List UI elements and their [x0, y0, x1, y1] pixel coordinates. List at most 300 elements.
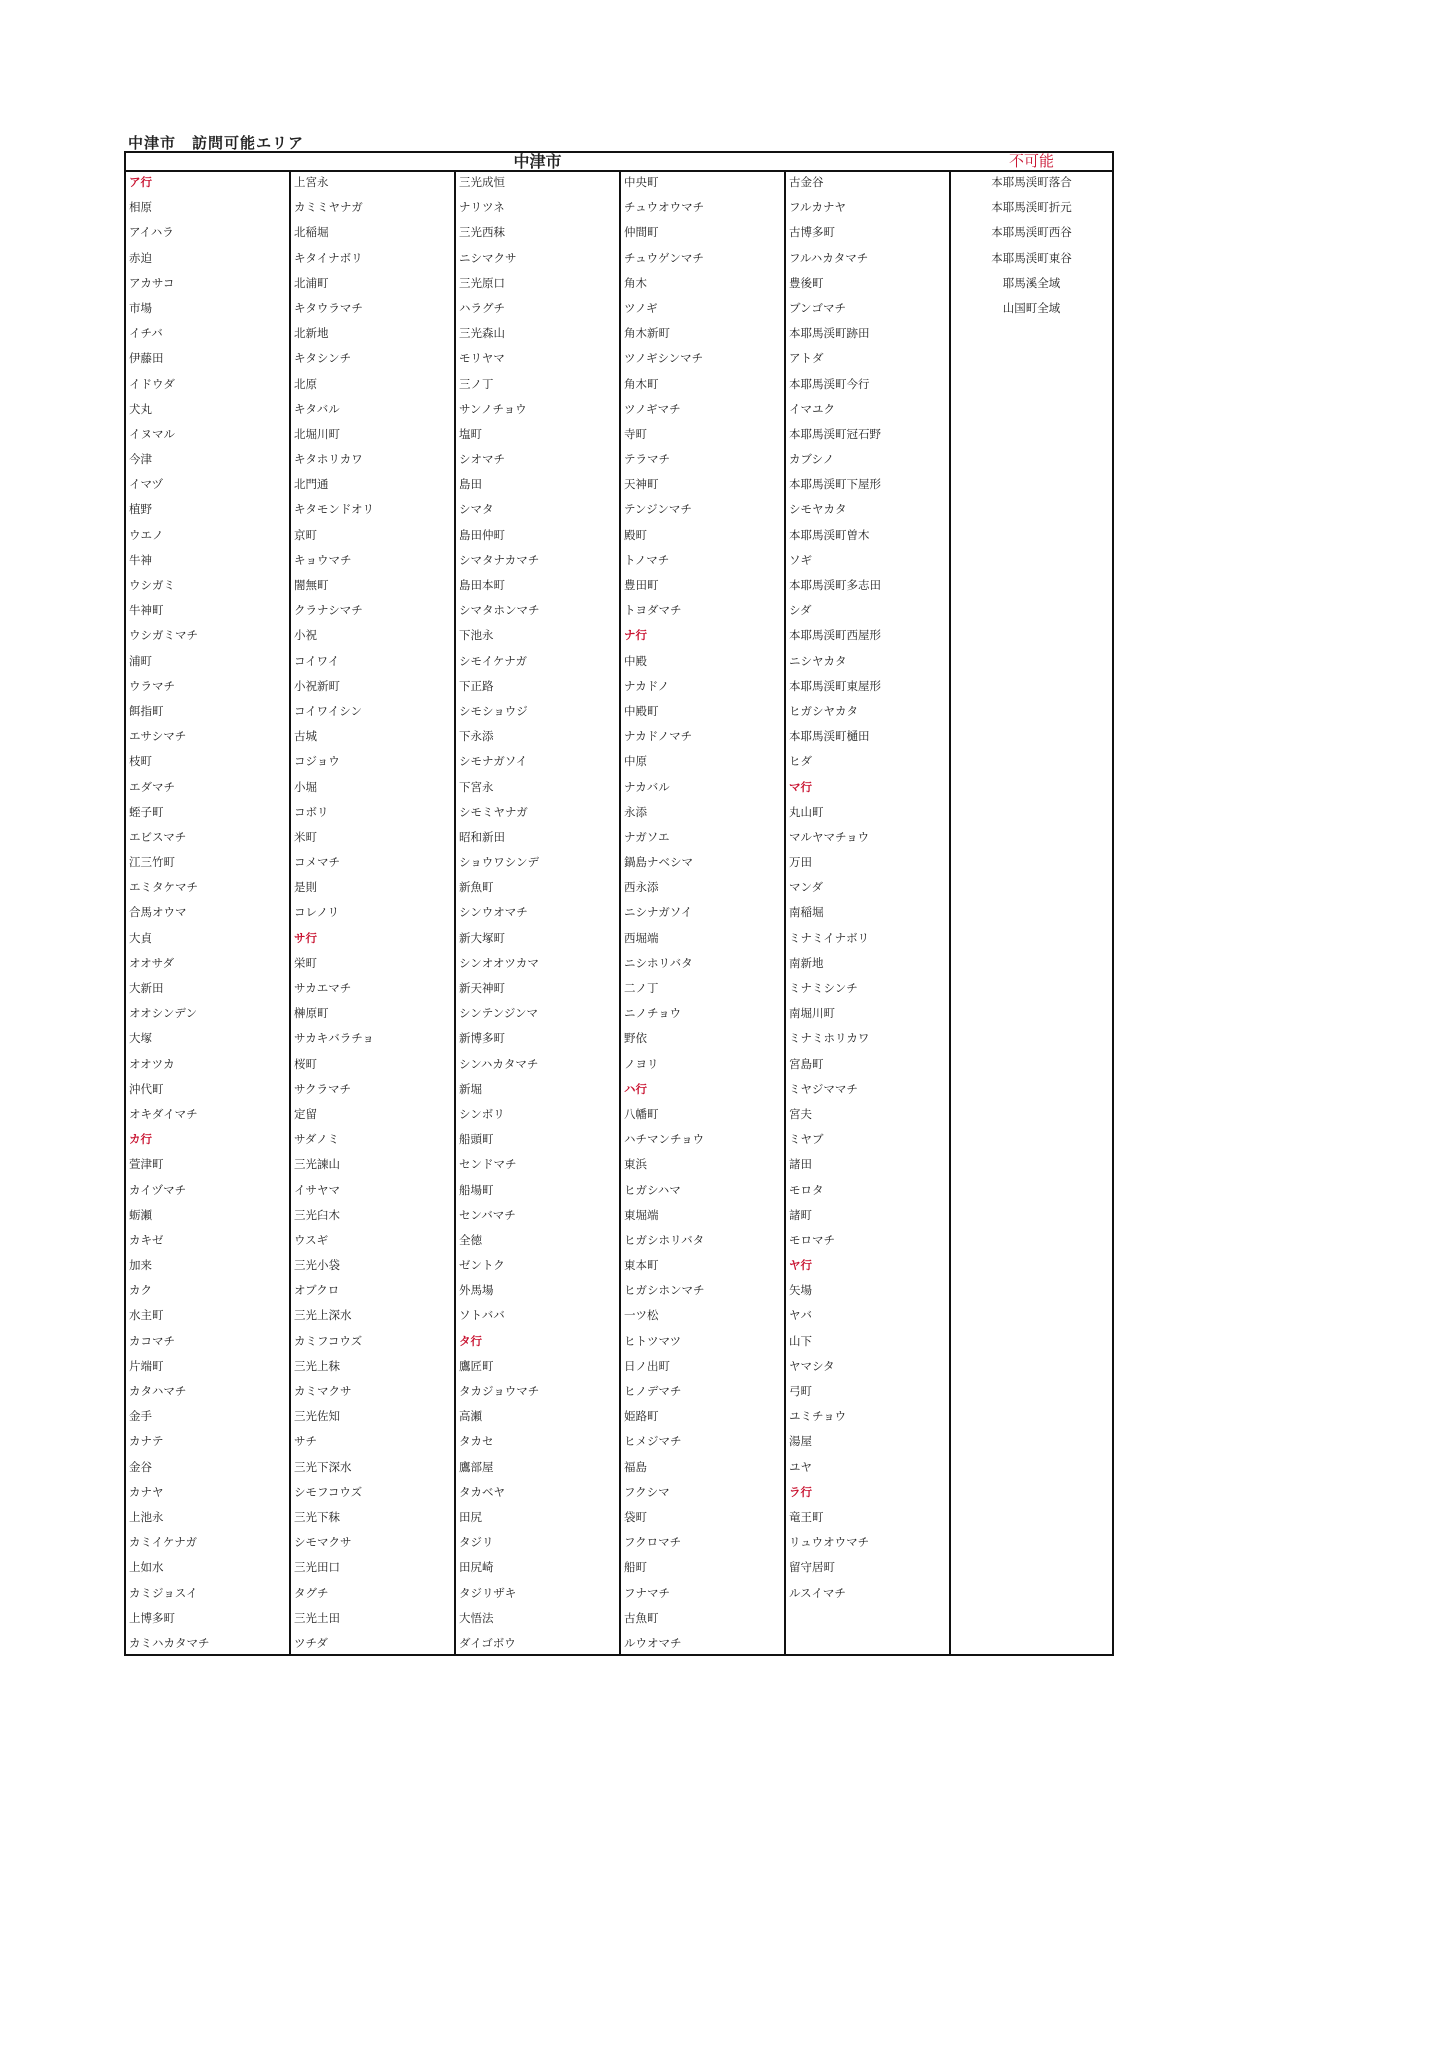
area-name: カナテ: [129, 1434, 164, 1449]
area-name: 是則: [294, 880, 317, 895]
area-name: 赤迫: [129, 250, 152, 265]
area-name: 中原: [624, 754, 647, 769]
area-name: キタモンドオリ: [294, 502, 375, 517]
area-name: ナカドノ: [624, 678, 670, 693]
area-name: タグチ: [294, 1585, 329, 1600]
area-name: センバマチ: [459, 1207, 516, 1222]
area-name: 姫路町: [624, 1409, 659, 1424]
header-unavailable: 不可能: [1008, 152, 1054, 170]
area-name: ヤバ: [789, 1308, 812, 1323]
area-name: オオツカ: [129, 1056, 175, 1071]
area-name: 豊後町: [789, 275, 824, 290]
area-name: ウラマチ: [129, 678, 175, 693]
area-name: ハチマンチョウ: [624, 1132, 705, 1147]
area-name: キタバル: [294, 401, 340, 416]
area-name: 角木町: [624, 376, 659, 391]
area-name: エビスマチ: [129, 829, 187, 844]
area-name: ツノギマチ: [624, 401, 681, 416]
area-name: タジリ: [459, 1535, 494, 1550]
area-name: クラナシマチ: [294, 603, 363, 618]
area-name: 萱津町: [129, 1157, 164, 1172]
area-name: ナガソエ: [624, 829, 670, 844]
area-name: 大新田: [129, 981, 164, 995]
area-name: シモヤカタ: [789, 502, 847, 517]
area-name: カキゼ: [129, 1232, 164, 1247]
area-name: 本耶馬渓町曽木: [789, 527, 870, 542]
area-name: 今津: [129, 452, 152, 467]
area-column-2: [291, 170, 456, 1654]
area-name: リュウオウマチ: [789, 1535, 870, 1550]
area-name: オブクロ: [294, 1283, 340, 1298]
area-name: 日ノ出町: [624, 1358, 670, 1373]
unavailable-area: 本耶馬渓町折元: [991, 200, 1072, 215]
area-name: エミタケマチ: [129, 880, 198, 895]
area-name: 三光臼木: [294, 1207, 340, 1222]
area-name: 合馬オウマ: [129, 905, 187, 920]
area-name: 三光佐知: [294, 1409, 340, 1424]
area-name: ユヤ: [789, 1459, 812, 1474]
area-name: タカセ: [459, 1434, 494, 1449]
unavailable-area: 本耶馬渓町東谷: [991, 250, 1072, 265]
area-name: 上池永: [129, 1509, 164, 1524]
area-name: 三光小袋: [294, 1258, 340, 1273]
area-name: ナカバル: [624, 779, 670, 794]
area-name: ユミチョウ: [789, 1409, 847, 1424]
area-name: 古城: [294, 729, 317, 744]
area-name: 角木新町: [624, 326, 670, 341]
area-name: シンハカタマチ: [459, 1056, 539, 1071]
area-name: シモショウジ: [459, 703, 528, 718]
area-name: ノヨリ: [624, 1056, 659, 1071]
area-name: 三光田口: [294, 1560, 340, 1575]
area-name: 袋町: [624, 1509, 647, 1524]
area-name: 宮夫: [789, 1106, 812, 1121]
area-name: オオサダ: [129, 955, 175, 970]
area-name: 京町: [294, 527, 317, 542]
area-name: ミナミシンチ: [789, 981, 858, 995]
area-name: シモナガソイ: [459, 754, 528, 769]
area-name: 大貞: [129, 930, 152, 945]
area-name: 新堀: [459, 1081, 482, 1096]
area-name: 定留: [294, 1106, 317, 1121]
area-list: [126, 170, 289, 1656]
area-name: ツチダ: [294, 1635, 328, 1650]
area-name: ツノギシンマチ: [624, 351, 704, 366]
area-name: オオシンデン: [129, 1006, 198, 1021]
area-name: 寺町: [624, 426, 647, 441]
kana-group-header: ア行: [129, 175, 152, 189]
area-name: アトダ: [789, 351, 824, 366]
area-name: 八幡町: [624, 1106, 659, 1121]
area-name: 高瀬: [459, 1409, 482, 1424]
area-name: ウスギ: [294, 1232, 329, 1247]
area-name: エサシマチ: [129, 729, 187, 744]
area-name: 仲間町: [624, 225, 659, 240]
kana-group-header: ヤ行: [789, 1258, 812, 1273]
area-name: 北門通: [294, 477, 329, 492]
area-name: ゼントク: [459, 1258, 505, 1273]
area-name: 栄町: [294, 955, 317, 970]
area-name: ブンゴマチ: [789, 300, 847, 315]
unavailable-column: [951, 170, 1112, 1654]
area-name: 諸田: [789, 1157, 812, 1172]
area-name: シモマクサ: [294, 1535, 352, 1550]
unavailable-area: 山国町全域: [1002, 300, 1061, 315]
area-name: 一ツ松: [624, 1308, 659, 1323]
area-name: 本耶馬渓町多志田: [789, 578, 881, 592]
area-name: 豊田町: [624, 578, 659, 592]
unavailable-area: 本耶馬渓町落合: [991, 175, 1072, 189]
area-name: イチバ: [129, 326, 163, 341]
area-name: ミナミイナボリ: [789, 930, 870, 945]
area-name: 古魚町: [624, 1610, 659, 1625]
area-name: 加来: [129, 1258, 152, 1273]
area-name: 蛎瀬: [129, 1207, 152, 1222]
area-name: 本耶馬渓町冠石野: [789, 426, 881, 441]
area-name: 諸町: [789, 1207, 812, 1222]
area-name: トノマチ: [624, 552, 670, 567]
area-name: チュウゲンマチ: [624, 250, 704, 265]
header-nakatsu: 中津市: [513, 152, 562, 171]
area-name: 枝町: [129, 754, 152, 769]
area-name: 外馬場: [459, 1283, 494, 1298]
area-name: チュウオウマチ: [624, 200, 705, 215]
kana-group-header: ラ行: [789, 1484, 812, 1499]
area-name: テンジンマチ: [624, 502, 692, 517]
area-name: 大塚: [129, 1031, 152, 1046]
kana-group-header: サ行: [294, 930, 317, 945]
area-name: 片端町: [129, 1358, 164, 1373]
area-name: コレノリ: [294, 905, 340, 920]
area-name: 古博多町: [789, 225, 835, 240]
area-name: シダ: [789, 603, 812, 618]
area-name: ナカドノマチ: [624, 729, 693, 744]
area-name: 伊藤田: [129, 351, 164, 366]
area-name: 西永添: [624, 880, 659, 895]
area-name: コジョウ: [294, 754, 340, 769]
area-column-1: [126, 170, 291, 1654]
area-name: テラマチ: [624, 452, 670, 467]
area-name: 北原: [294, 376, 317, 391]
area-name: 二ノ丁: [624, 981, 659, 995]
area-name: 万田: [789, 855, 812, 870]
area-name: コイワイ: [294, 653, 340, 668]
area-name: シンウオマチ: [459, 905, 528, 920]
area-name: 福島: [624, 1459, 647, 1474]
area-name: ウシガミ: [129, 578, 175, 592]
area-name: 船頭町: [459, 1132, 494, 1147]
area-name: 下永添: [459, 729, 494, 744]
area-list: [621, 170, 784, 1656]
area-name: 本耶馬渓町東屋形: [789, 678, 881, 693]
area-name: タジリザキ: [459, 1585, 517, 1600]
area-name: 上宮永: [294, 175, 329, 189]
area-name: 北浦町: [294, 275, 329, 290]
area-name: ヒガシホンマチ: [624, 1283, 705, 1298]
area-name: ミヤブ: [789, 1132, 824, 1147]
area-name: カミハカタマチ: [129, 1635, 210, 1650]
area-name: ツノギ: [624, 300, 658, 315]
area-name: イサヤマ: [294, 1182, 340, 1197]
area-name: 上如水: [129, 1560, 164, 1575]
area-name: 中央町: [624, 175, 659, 189]
area-name: 本耶馬渓町西屋形: [789, 628, 881, 643]
area-name: ヤマシタ: [789, 1358, 835, 1373]
area-name: ソトババ: [459, 1308, 505, 1323]
area-name: 宮島町: [789, 1056, 824, 1071]
area-name: 牛神町: [129, 603, 164, 618]
area-name: タカジョウマチ: [459, 1384, 540, 1398]
area-name: 東浜: [624, 1157, 647, 1172]
kana-group-header: マ行: [789, 779, 812, 794]
area-name: ナリツネ: [459, 200, 505, 215]
area-name: 野依: [624, 1031, 647, 1046]
area-name: 三光成恒: [459, 175, 505, 189]
area-name: 永添: [624, 804, 647, 819]
area-name: モリヤマ: [459, 351, 505, 366]
unavailable-area: 耶馬溪全域: [1002, 275, 1061, 290]
area-name: 殿町: [624, 527, 647, 542]
area-name: 三光上深水: [294, 1308, 352, 1323]
area-name: 闇無町: [294, 578, 329, 592]
area-name: 金谷: [129, 1459, 152, 1474]
kana-group-header: タ行: [459, 1333, 482, 1348]
area-name: 中殿町: [624, 703, 659, 718]
area-list: [291, 170, 454, 1656]
area-name: 牛神: [129, 552, 152, 567]
area-name: サダノミ: [294, 1132, 340, 1147]
area-name: カク: [129, 1283, 152, 1298]
area-name: 中殿: [624, 653, 647, 668]
area-name: サチ: [294, 1434, 317, 1449]
area-name: ヒメジマチ: [624, 1434, 682, 1449]
area-name: 三光下秣: [294, 1509, 340, 1524]
area-name: フクシマ: [624, 1484, 670, 1499]
area-name: キタシンチ: [294, 351, 352, 366]
area-name: 南新地: [789, 955, 824, 970]
area-name: 沖代町: [129, 1081, 164, 1096]
area-name: 小祝: [294, 628, 317, 643]
area-name: 上博多町: [129, 1610, 175, 1625]
area-name: イドウダ: [129, 376, 175, 391]
area-name: カミジョスイ: [129, 1585, 198, 1600]
area-name: カイヅマチ: [129, 1182, 187, 1197]
area-name: フナマチ: [624, 1585, 670, 1600]
area-name: シマタホンマチ: [459, 603, 540, 618]
area-name: 新天神町: [459, 981, 505, 995]
area-name: カミマクサ: [294, 1384, 352, 1398]
area-name: ミヤジママチ: [789, 1081, 858, 1096]
area-table: [124, 151, 1114, 1656]
area-name: 鷹部屋: [459, 1459, 494, 1474]
area-name: ニシホリバタ: [624, 955, 693, 970]
area-name: 三光下深水: [294, 1459, 352, 1474]
area-name: 本耶馬渓町下屋形: [789, 477, 881, 492]
area-name: 南稲堀: [789, 905, 824, 920]
area-name: サカキバラチョ: [294, 1031, 374, 1046]
area-name: 三ノ丁: [459, 376, 494, 391]
area-name: 三光原口: [459, 275, 505, 290]
area-name: 北稲堀: [294, 225, 329, 240]
area-name: サクラマチ: [294, 1081, 352, 1096]
area-name: キタウラマチ: [294, 300, 363, 315]
area-name: コボリ: [294, 804, 329, 819]
area-name: 新大塚町: [459, 930, 505, 945]
area-name: シオマチ: [459, 452, 505, 467]
area-name: ニシマクサ: [459, 250, 517, 265]
area-name: 新魚町: [459, 880, 494, 895]
area-name: イマユク: [789, 401, 835, 416]
area-name: 本耶馬渓町樋田: [789, 729, 870, 744]
area-name: センドマチ: [459, 1157, 517, 1172]
area-name: ウエノ: [129, 527, 164, 542]
area-column-4: [621, 170, 786, 1654]
area-name: ヒトツマツ: [624, 1333, 682, 1348]
area-name: 田尻: [459, 1509, 482, 1524]
area-name: 竜王町: [789, 1509, 824, 1524]
area-name: 全徳: [459, 1232, 482, 1247]
area-name: イマヅ: [129, 477, 164, 492]
area-name: 桜町: [294, 1056, 317, 1071]
area-name: カミミヤナガ: [294, 200, 363, 215]
area-name: シマタ: [459, 502, 494, 517]
area-name: 昭和新田: [459, 829, 505, 844]
area-name: 本耶馬渓町今行: [789, 376, 870, 391]
kana-group-header: ナ行: [624, 628, 647, 643]
area-name: 三光上秣: [294, 1358, 340, 1373]
area-name: 三光土田: [294, 1610, 340, 1625]
area-name: カナヤ: [129, 1484, 164, 1499]
area-name: カタハマチ: [129, 1384, 187, 1398]
area-name: キタイナボリ: [294, 250, 363, 265]
area-name: 丸山町: [789, 804, 824, 819]
area-name: 水主町: [129, 1308, 164, 1323]
area-name: マンダ: [789, 880, 824, 895]
area-name: 田尻崎: [459, 1560, 494, 1575]
area-name: 江三竹町: [129, 855, 175, 870]
unavailable-list: [951, 170, 1112, 321]
area-name: フルハカタマチ: [789, 250, 869, 265]
area-name: 東本町: [624, 1258, 659, 1273]
area-name: 本耶馬渓町跡田: [789, 326, 870, 341]
area-name: タカベヤ: [459, 1484, 505, 1499]
area-name: 市場: [129, 300, 152, 315]
area-name: シモフコウズ: [294, 1484, 363, 1499]
area-name: 湯屋: [789, 1434, 812, 1449]
area-name: 島田: [459, 477, 482, 492]
area-name: シモイケナガ: [459, 653, 527, 668]
area-name: シマタナカマチ: [459, 552, 540, 567]
area-name: サンノチョウ: [459, 401, 527, 416]
area-name: フクロマチ: [624, 1535, 682, 1550]
area-name: ショウワシンデ: [459, 855, 539, 870]
area-name: 植野: [129, 502, 152, 517]
area-name: 北堀川町: [294, 426, 340, 441]
area-name: 餌指町: [129, 703, 164, 718]
kana-group-header: カ行: [129, 1132, 152, 1147]
area-name: 塩町: [459, 426, 482, 441]
area-name: フルカナヤ: [789, 200, 847, 215]
area-name: 相原: [129, 200, 152, 215]
area-name: 金手: [129, 1409, 152, 1424]
area-name: 下池永: [459, 628, 494, 643]
area-name: ウシガミマチ: [129, 628, 198, 643]
area-name: シモミヤナガ: [459, 804, 528, 819]
area-name: 榊原町: [294, 1006, 329, 1021]
area-name: トヨダマチ: [624, 603, 682, 618]
area-name: マルヤマチョウ: [789, 829, 870, 844]
area-name: ヒガシホリバタ: [624, 1232, 705, 1247]
area-name: ソギ: [789, 552, 812, 567]
area-name: 西堀端: [624, 930, 659, 945]
area-name: エダマチ: [129, 779, 175, 794]
area-name: ヒガシヤカタ: [789, 703, 858, 718]
area-name: 下正路: [459, 678, 494, 693]
area-name: アカサコ: [129, 275, 175, 290]
area-name: 島田仲町: [459, 527, 505, 542]
area-name: 三光西秣: [459, 225, 505, 240]
area-name: 小祝新町: [294, 678, 340, 693]
area-name: 米町: [294, 829, 317, 844]
area-name: 船場町: [459, 1182, 494, 1197]
area-name: オキダイマチ: [129, 1106, 198, 1121]
area-name: キョウマチ: [294, 552, 352, 567]
area-name: 三光森山: [459, 326, 505, 341]
area-name: ニシヤカタ: [789, 653, 847, 668]
area-name: シンテンジンマ: [459, 1006, 539, 1021]
area-name: 弓町: [789, 1384, 812, 1398]
area-name: 東堀端: [624, 1207, 659, 1222]
area-name: 新博多町: [459, 1031, 505, 1046]
area-name: 大悟法: [459, 1610, 494, 1625]
area-name: コイワイシン: [294, 703, 363, 718]
area-name: 角木: [624, 275, 647, 290]
area-name: 下宮永: [459, 779, 494, 794]
area-name: 鍋島ナベシマ: [624, 855, 693, 870]
area-name: 南堀川町: [789, 1006, 835, 1021]
area-name: ルウオマチ: [624, 1635, 682, 1650]
page-title: 中津市 訪問可能エリア: [128, 134, 305, 152]
area-name: 犬丸: [129, 401, 152, 416]
area-name: 北新地: [294, 326, 329, 341]
area-name: サカエマチ: [294, 981, 352, 995]
area-name: カコマチ: [129, 1333, 175, 1348]
area-name: 留守居町: [789, 1560, 835, 1575]
unavailable-area: 本耶馬渓町西谷: [991, 225, 1072, 240]
area-name: カミイケナガ: [129, 1535, 197, 1550]
area-name: 船町: [624, 1560, 647, 1575]
area-name: ミナミホリカワ: [789, 1031, 870, 1046]
area-name: アイハラ: [129, 225, 174, 240]
area-name: カミフコウズ: [294, 1333, 363, 1348]
area-name: キタホリカワ: [294, 452, 363, 467]
area-name: イヌマル: [129, 426, 175, 441]
area-name: モロタ: [789, 1182, 824, 1197]
area-name: ニノチョウ: [624, 1006, 682, 1021]
area-name: 小堀: [294, 779, 317, 794]
area-name: 鷹匠町: [459, 1358, 494, 1373]
area-name: コメマチ: [294, 855, 340, 870]
area-name: 島田本町: [459, 578, 505, 592]
area-name: 三光諫山: [294, 1157, 340, 1172]
area-name: モロマチ: [789, 1232, 835, 1247]
area-list: [786, 170, 949, 1606]
area-name: ハラグチ: [459, 300, 505, 315]
area-name: 天神町: [624, 477, 659, 492]
area-name: ダイゴボウ: [459, 1635, 516, 1650]
area-name: ニシナガソイ: [624, 905, 693, 920]
area-column-3: [456, 170, 621, 1654]
